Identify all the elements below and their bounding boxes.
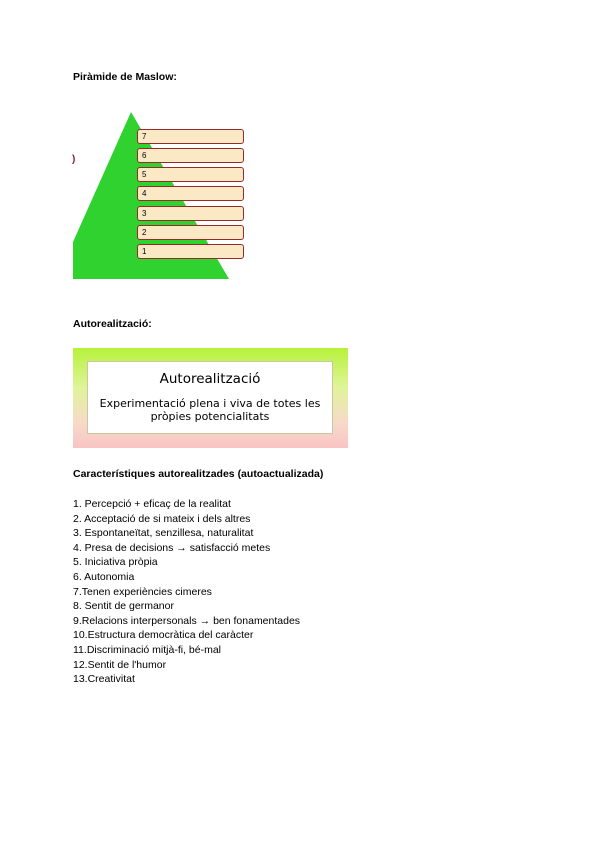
list-item: 8. Sentit de germanor — [73, 600, 174, 613]
autorealitzacio-card-title: Autorealització — [159, 371, 261, 387]
list-item: 9.Relacions interpersonals → ben fonamentades — [73, 614, 301, 627]
list-item: 5. Iniciativa pròpia — [73, 556, 158, 569]
list-item: 6. Autonomia — [73, 570, 135, 583]
pyramid-level-4: 4 — [137, 186, 244, 201]
list-item: 13.Creativitat — [73, 673, 135, 686]
pyramid-heading: Piràmide de Maslow: — [73, 71, 177, 83]
pyramid-level-7: 7 — [137, 129, 244, 144]
autorealitzacio-card-description: Experimentació plena i viva de totes les pròpies potencialitats — [99, 397, 321, 423]
autorealitzacio-card-inner — [87, 361, 333, 434]
pyramid-marker: ) — [72, 154, 76, 165]
list-item: 11.Discriminació mitjà-fi, bé-mal — [73, 643, 222, 656]
list-item: 3. Espontaneïtat, senzillesa, naturalitat — [73, 527, 254, 540]
pyramid-level-1: 1 — [137, 244, 244, 259]
list-item: 7.Tenen experiències cimeres — [73, 585, 212, 598]
list-item: 4. Presa de decisions → satisfacció metes — [73, 541, 271, 554]
autorealitzacio-card — [73, 348, 348, 448]
pyramid-level-3: 3 — [137, 206, 244, 221]
list-item: 1. Percepció + eficaç de la realitat — [73, 498, 231, 510]
characteristics-list — [73, 497, 300, 687]
list-item: 2. Acceptació de si mateix i dels altres — [73, 512, 251, 525]
list-item: 10.Estructura democràtica del caràcter — [73, 629, 254, 642]
pyramid-level-6: 6 — [137, 148, 244, 163]
characteristics-heading: Característiques autorealitzades (autoactualizada) — [73, 468, 324, 480]
list-item: 12.Sentit de l'humor — [73, 658, 167, 671]
autorealitzacio-heading: Autorealització: — [73, 318, 152, 330]
pyramid-level-2: 2 — [137, 225, 244, 240]
pyramid-level-5: 5 — [137, 167, 244, 182]
